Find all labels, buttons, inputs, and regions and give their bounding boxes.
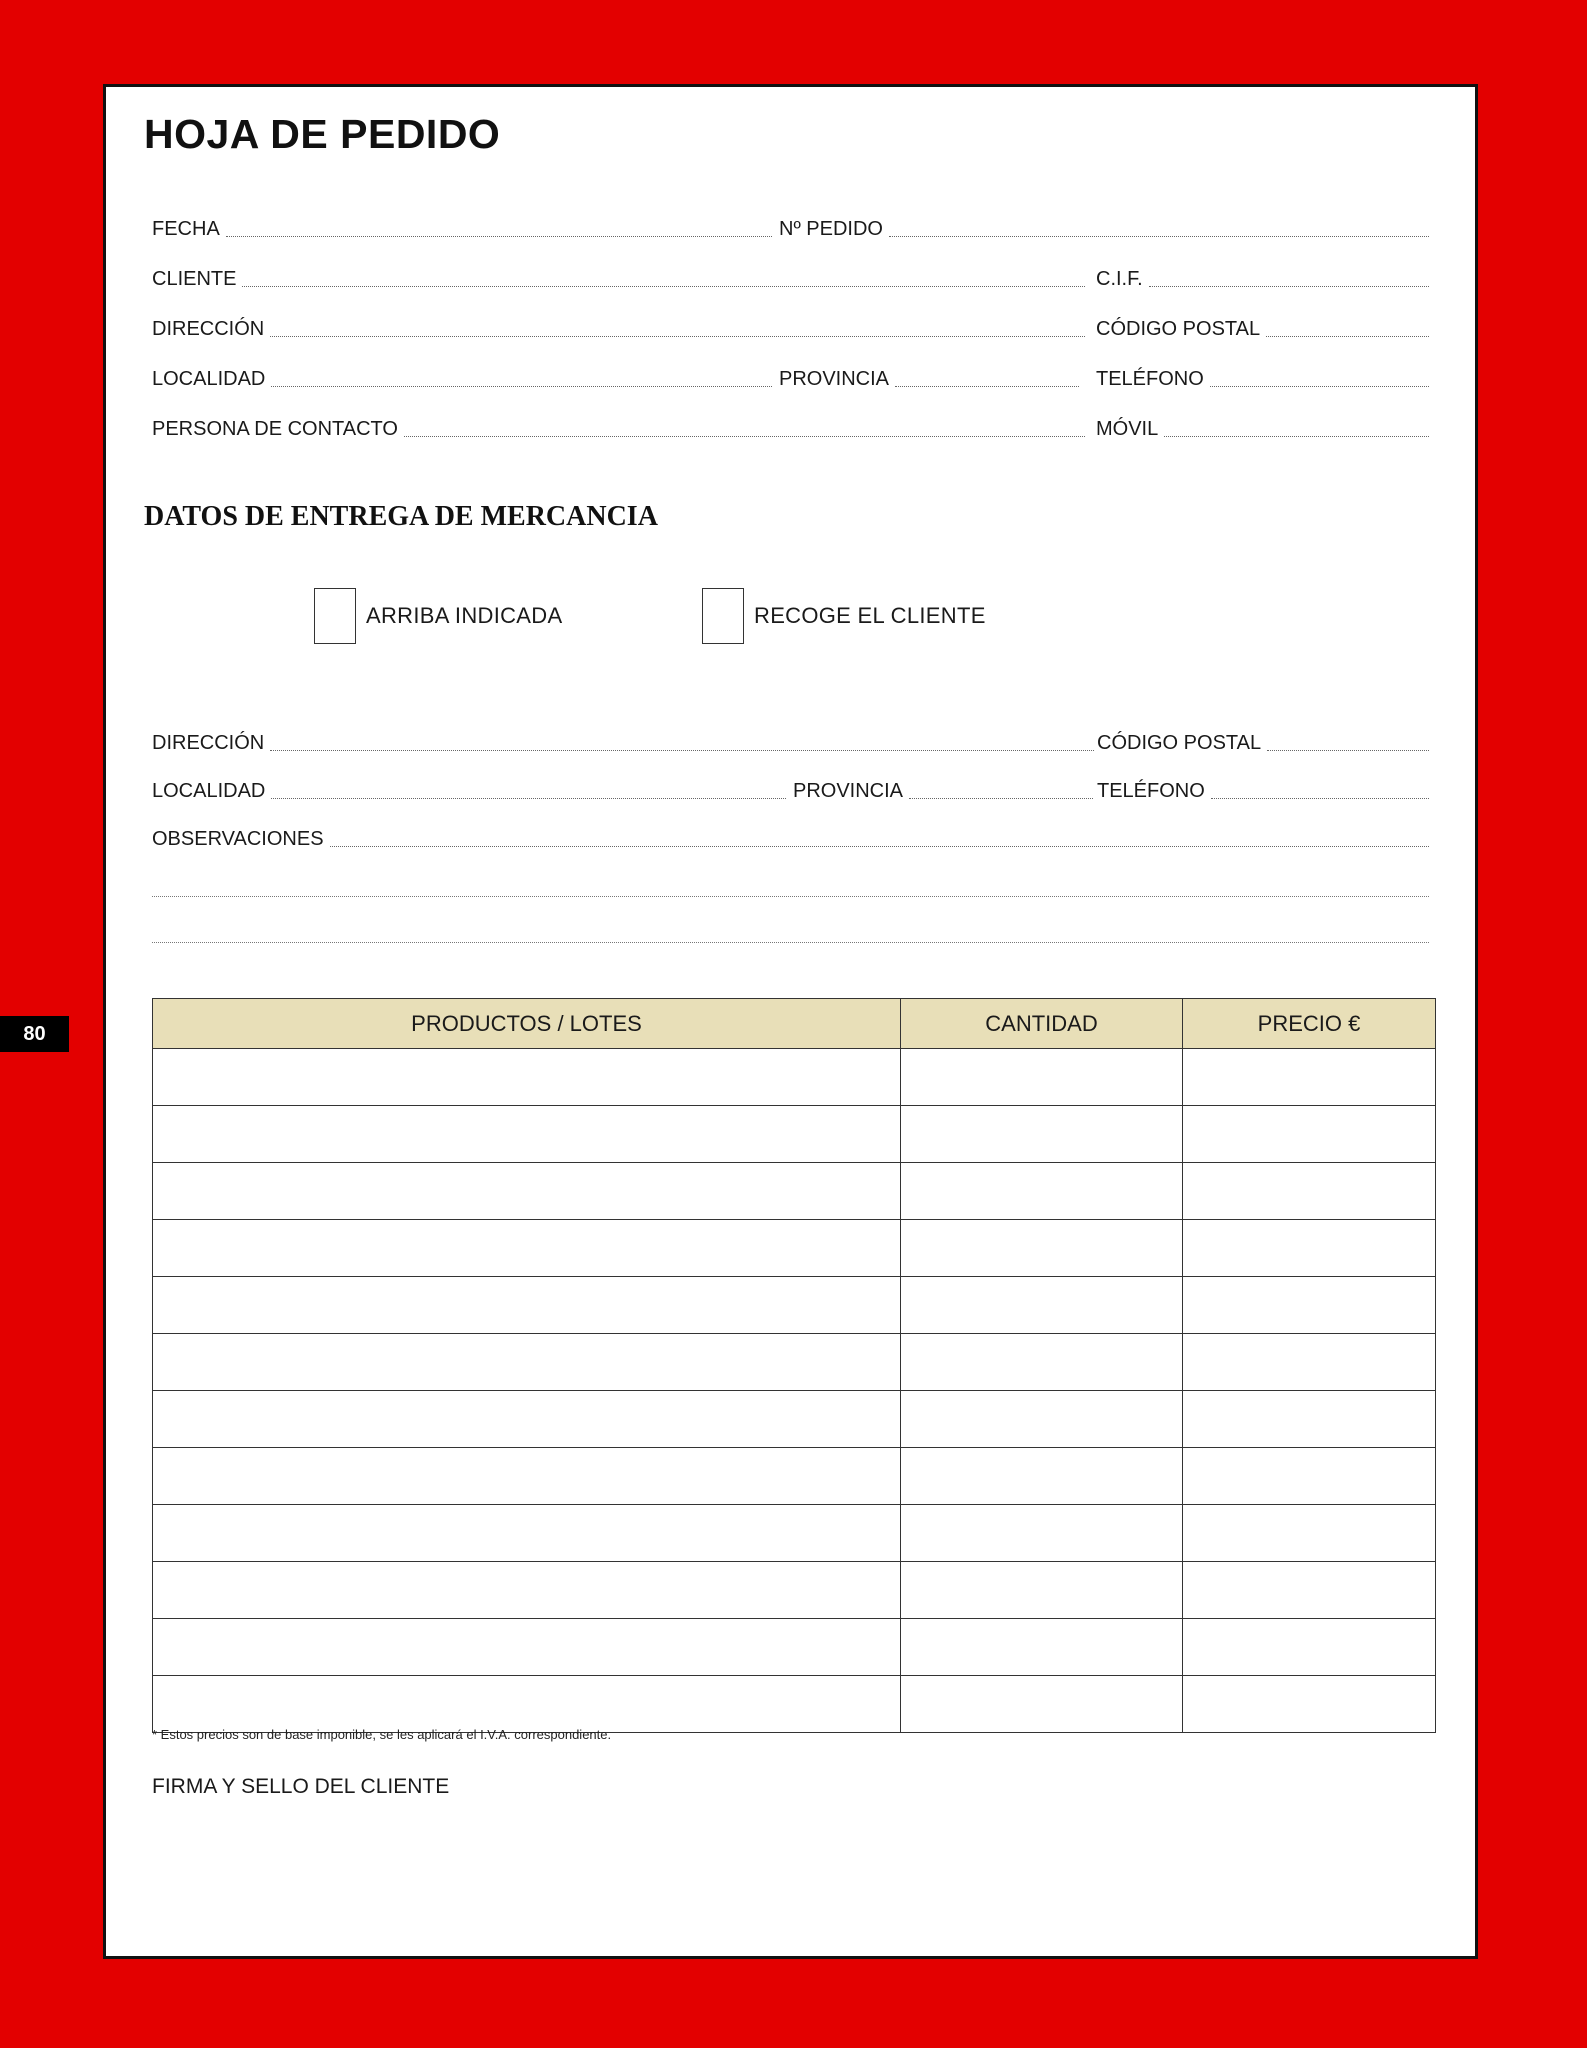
entrega-provincia-label: PROVINCIA — [793, 780, 904, 802]
codigo-postal-label: CÓDIGO POSTAL — [1096, 318, 1261, 340]
contacto-label: PERSONA DE CONTACTO — [152, 418, 398, 440]
localidad-line — [271, 386, 772, 387]
price-cell[interactable] — [1183, 1448, 1436, 1505]
table-row — [153, 1619, 1436, 1676]
arriba-indicada-label: ARRIBA INDICADA — [366, 603, 563, 628]
movil-field[interactable] — [1096, 407, 1429, 439]
cliente-line — [242, 286, 1085, 287]
table-row — [153, 1334, 1436, 1391]
product-cell[interactable] — [153, 1049, 901, 1106]
row-contacto — [152, 407, 1429, 439]
table-row — [153, 1163, 1436, 1220]
direccion-line — [270, 336, 1085, 337]
table-row — [153, 1562, 1436, 1619]
quantity-cell[interactable] — [901, 1277, 1183, 1334]
direccion-field[interactable] — [152, 307, 1085, 339]
quantity-cell[interactable] — [901, 1562, 1183, 1619]
table-row — [153, 1049, 1436, 1106]
entrega-codigo-postal-field[interactable] — [1097, 721, 1429, 753]
pedido-label: Nº PEDIDO — [779, 218, 883, 240]
cif-label: C.I.F. — [1096, 268, 1143, 290]
product-cell[interactable] — [153, 1277, 901, 1334]
entrega-provincia-field[interactable] — [793, 769, 1093, 801]
cliente-field[interactable] — [152, 257, 1085, 289]
quantity-cell[interactable] — [901, 1505, 1183, 1562]
product-cell[interactable] — [153, 1676, 901, 1733]
recoge-cliente-checkbox[interactable] — [702, 588, 744, 644]
table-row — [153, 1391, 1436, 1448]
codigo-postal-line — [1266, 336, 1429, 337]
observaciones-field[interactable] — [152, 817, 1429, 849]
price-cell[interactable] — [1183, 1676, 1436, 1733]
products-table — [152, 998, 1436, 1733]
entrega-codigo-postal-line — [1267, 750, 1429, 751]
row-entrega-direccion — [152, 721, 1429, 753]
table-row — [153, 1676, 1436, 1733]
entrega-localidad-label: LOCALIDAD — [152, 780, 266, 802]
fecha-field[interactable] — [152, 207, 772, 239]
product-cell[interactable] — [153, 1220, 901, 1277]
column-header-productos: PRODUCTOS / LOTES — [153, 999, 901, 1049]
pedido-line — [889, 236, 1429, 237]
table-row — [153, 1106, 1436, 1163]
movil-label: MÓVIL — [1096, 418, 1159, 440]
telefono-label: TELÉFONO — [1096, 368, 1204, 390]
product-cell[interactable] — [153, 1163, 901, 1220]
entrega-telefono-label: TELÉFONO — [1097, 780, 1205, 802]
observaciones-label: OBSERVACIONES — [152, 828, 324, 850]
price-cell[interactable] — [1183, 1049, 1436, 1106]
entrega-telefono-line — [1211, 798, 1429, 799]
entrega-direccion-label: DIRECCIÓN — [152, 732, 265, 754]
arriba-indicada-checkbox[interactable] — [314, 588, 356, 644]
observaciones-line — [330, 846, 1429, 847]
table-row — [153, 1277, 1436, 1334]
entrega-localidad-line — [271, 798, 786, 799]
order-form-sheet — [103, 84, 1478, 1959]
provincia-field[interactable] — [779, 357, 1079, 389]
row-observaciones — [152, 817, 1429, 849]
pedido-field[interactable] — [779, 207, 1429, 239]
arriba-indicada-option[interactable] — [314, 588, 562, 644]
telefono-line — [1210, 386, 1429, 387]
price-cell[interactable] — [1183, 1562, 1436, 1619]
price-cell[interactable] — [1183, 1163, 1436, 1220]
entrega-direccion-line — [270, 750, 1094, 751]
tax-footnote: * Estos precios son de base imponible, se les aplicará el I.V.A. correspondiente. — [152, 1727, 612, 1742]
contacto-field[interactable] — [152, 407, 1085, 439]
localidad-field[interactable] — [152, 357, 772, 389]
product-cell[interactable] — [153, 1619, 901, 1676]
movil-line — [1164, 436, 1429, 437]
product-cell[interactable] — [153, 1448, 901, 1505]
price-cell[interactable] — [1183, 1391, 1436, 1448]
price-cell[interactable] — [1183, 1334, 1436, 1391]
product-cell[interactable] — [153, 1391, 901, 1448]
recoge-cliente-option[interactable] — [702, 588, 986, 644]
telefono-field[interactable] — [1096, 357, 1429, 389]
row-cliente — [152, 257, 1429, 289]
entrega-localidad-field[interactable] — [152, 769, 786, 801]
price-cell[interactable] — [1183, 1277, 1436, 1334]
product-cell[interactable] — [153, 1562, 901, 1619]
price-cell[interactable] — [1183, 1505, 1436, 1562]
quantity-cell[interactable] — [901, 1391, 1183, 1448]
table-row — [153, 1220, 1436, 1277]
column-header-precio: PRECIO € — [1183, 999, 1436, 1049]
quantity-cell[interactable] — [901, 1163, 1183, 1220]
price-cell[interactable] — [1183, 1220, 1436, 1277]
delivery-section-title: DATOS DE ENTREGA DE MERCANCIA — [144, 501, 658, 532]
observaciones-extra-line[interactable] — [152, 896, 1429, 897]
quantity-cell[interactable] — [901, 1049, 1183, 1106]
cif-line — [1149, 286, 1429, 287]
product-cell[interactable] — [153, 1334, 901, 1391]
localidad-label: LOCALIDAD — [152, 368, 266, 390]
signature-label: FIRMA Y SELLO DEL CLIENTE — [152, 1775, 450, 1798]
products-table-header — [153, 999, 1436, 1049]
column-header-cantidad: CANTIDAD — [901, 999, 1183, 1049]
row-fecha — [152, 207, 1429, 239]
product-cell[interactable] — [153, 1505, 901, 1562]
contacto-line — [404, 436, 1085, 437]
table-row — [153, 1448, 1436, 1505]
entrega-direccion-field[interactable] — [152, 721, 1094, 753]
product-cell[interactable] — [153, 1106, 901, 1163]
entrega-provincia-line — [909, 798, 1093, 799]
provincia-label: PROVINCIA — [779, 368, 890, 390]
codigo-postal-field[interactable] — [1096, 307, 1429, 339]
quantity-cell[interactable] — [901, 1619, 1183, 1676]
cif-field[interactable] — [1096, 257, 1429, 289]
quantity-cell[interactable] — [901, 1220, 1183, 1277]
entrega-codigo-postal-label: CÓDIGO POSTAL — [1097, 732, 1262, 754]
cliente-label: CLIENTE — [152, 268, 237, 290]
row-direccion — [152, 307, 1429, 339]
page-number: 80 — [0, 1016, 69, 1052]
price-cell[interactable] — [1183, 1106, 1436, 1163]
fecha-line — [226, 236, 772, 237]
direccion-label: DIRECCIÓN — [152, 318, 265, 340]
quantity-cell[interactable] — [901, 1334, 1183, 1391]
table-row — [153, 1505, 1436, 1562]
quantity-cell[interactable] — [901, 1106, 1183, 1163]
fecha-label: FECHA — [152, 218, 220, 240]
observaciones-extra-line[interactable] — [152, 942, 1429, 943]
row-localidad — [152, 357, 1429, 389]
provincia-line — [895, 386, 1079, 387]
quantity-cell[interactable] — [901, 1448, 1183, 1505]
quantity-cell[interactable] — [901, 1676, 1183, 1733]
page-title: HOJA DE PEDIDO — [144, 111, 501, 157]
row-entrega-localidad — [152, 769, 1429, 801]
price-cell[interactable] — [1183, 1619, 1436, 1676]
products-table-body — [153, 1049, 1436, 1733]
recoge-cliente-label: RECOGE EL CLIENTE — [754, 603, 986, 628]
entrega-telefono-field[interactable] — [1097, 769, 1429, 801]
